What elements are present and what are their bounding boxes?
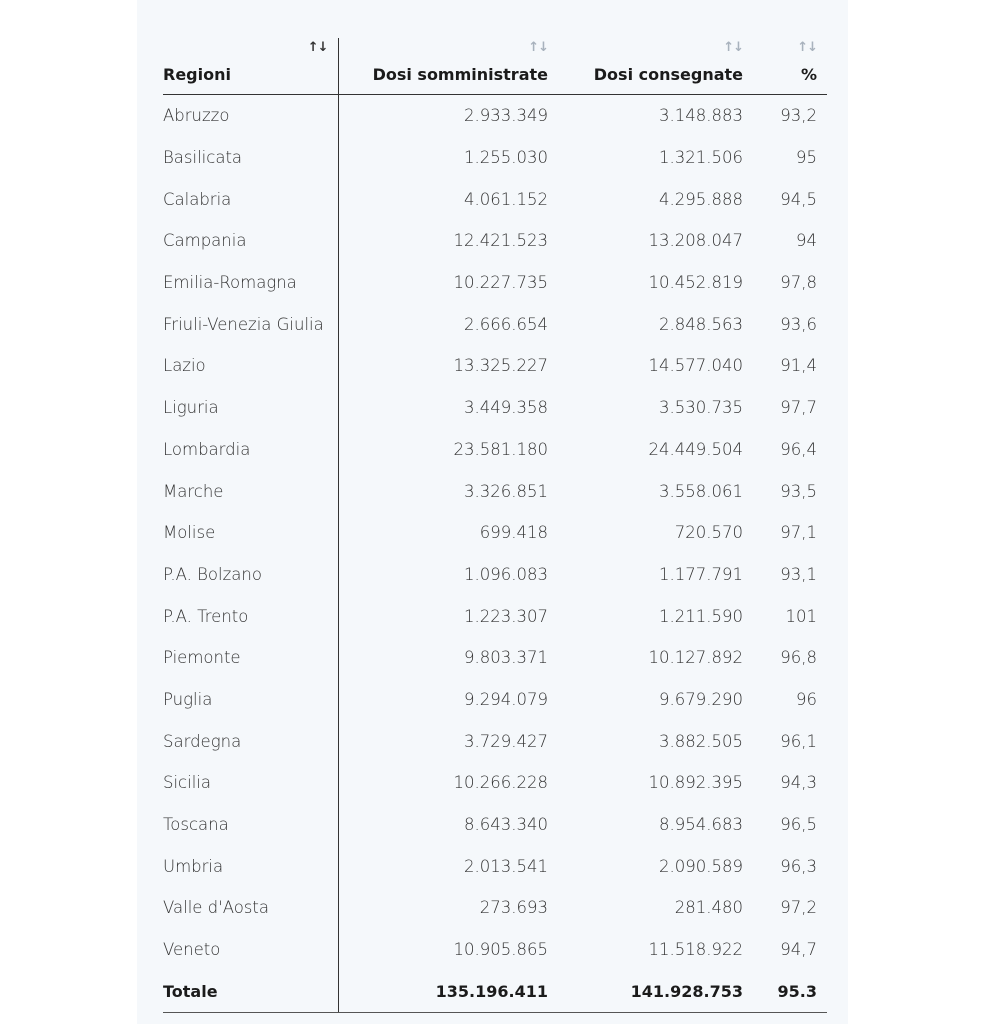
cell-regione: Molise bbox=[163, 512, 338, 554]
table-row bbox=[163, 387, 827, 429]
header-somministrate-label: Dosi somministrate bbox=[372, 65, 548, 84]
table-header-row bbox=[163, 38, 827, 95]
cell-somministrate: 3.449.358 bbox=[464, 398, 548, 418]
header-consegnate-label: Dosi consegnate bbox=[593, 65, 743, 84]
cell-percent: 94,7 bbox=[780, 940, 817, 960]
table-body bbox=[163, 95, 827, 971]
total-row bbox=[163, 970, 827, 1013]
cell-percent: 94,3 bbox=[780, 773, 817, 793]
cell-consegnate: 11.518.922 bbox=[648, 940, 743, 960]
cell-somministrate: 3.729.427 bbox=[464, 731, 548, 751]
cell-percent: 101 bbox=[785, 606, 817, 626]
cell-percent: 96,4 bbox=[780, 439, 817, 459]
cell-percent: 96 bbox=[796, 689, 817, 709]
cell-regione: Valle d'Aosta bbox=[163, 887, 338, 929]
cell-somministrate: 699.418 bbox=[479, 523, 548, 543]
cell-regione: Campania bbox=[163, 220, 338, 262]
cell-consegnate: 10.892.395 bbox=[648, 773, 743, 793]
table-row bbox=[163, 345, 827, 387]
table-row bbox=[163, 220, 827, 262]
cell-somministrate: 10.905.865 bbox=[453, 940, 548, 960]
cell-percent: 93,1 bbox=[780, 564, 817, 584]
cell-regione: Puglia bbox=[163, 679, 338, 721]
cell-consegnate: 10.127.892 bbox=[648, 648, 743, 668]
sort-icon[interactable]: ↑↓ bbox=[797, 40, 817, 55]
cell-somministrate: 8.643.340 bbox=[464, 815, 548, 835]
table-row bbox=[163, 720, 827, 762]
cell-somministrate: 4.061.152 bbox=[464, 189, 548, 209]
total-label: Totale bbox=[163, 970, 338, 1013]
sort-icon[interactable]: ↑↓ bbox=[307, 40, 328, 55]
table-row bbox=[163, 804, 827, 846]
table-row bbox=[163, 429, 827, 471]
header-consegnate[interactable] bbox=[558, 38, 753, 95]
cell-consegnate: 1.177.791 bbox=[659, 564, 743, 584]
cell-consegnate: 9.679.290 bbox=[659, 689, 743, 709]
cell-percent: 96,8 bbox=[780, 648, 817, 668]
cell-consegnate: 3.530.735 bbox=[659, 398, 743, 418]
cell-somministrate: 10.266.228 bbox=[453, 773, 548, 793]
cell-consegnate: 13.208.047 bbox=[648, 231, 743, 251]
table-row bbox=[163, 303, 827, 345]
header-regioni-label: Regioni bbox=[163, 65, 231, 84]
table-row bbox=[163, 95, 827, 137]
cell-consegnate: 4.295.888 bbox=[659, 189, 743, 209]
header-percent-label: % bbox=[800, 65, 817, 84]
table-row bbox=[163, 178, 827, 220]
cell-regione: Toscana bbox=[163, 804, 338, 846]
cell-regione: Liguria bbox=[163, 387, 338, 429]
cell-percent: 94,5 bbox=[780, 189, 817, 209]
cell-somministrate: 2.666.654 bbox=[464, 314, 548, 334]
cell-percent: 97,1 bbox=[780, 523, 817, 543]
header-regioni[interactable] bbox=[163, 38, 338, 95]
cell-somministrate: 1.255.030 bbox=[464, 148, 548, 168]
cell-consegnate: 2.090.589 bbox=[659, 856, 743, 876]
cell-somministrate: 1.096.083 bbox=[464, 564, 548, 584]
cell-regione: Piemonte bbox=[163, 637, 338, 679]
cell-percent: 96,1 bbox=[780, 731, 817, 751]
cell-somministrate: 13.325.227 bbox=[453, 356, 548, 376]
cell-consegnate: 2.848.563 bbox=[659, 314, 743, 334]
table-row bbox=[163, 887, 827, 929]
total-consegnate: 141.928.753 bbox=[558, 970, 753, 1013]
cell-regione: Calabria bbox=[163, 178, 338, 220]
cell-regione: Sicilia bbox=[163, 762, 338, 804]
cell-consegnate: 8.954.683 bbox=[659, 815, 743, 835]
table-row bbox=[163, 554, 827, 596]
cell-somministrate: 12.421.523 bbox=[453, 231, 548, 251]
table-row bbox=[163, 679, 827, 721]
cell-regione: Emilia-Romagna bbox=[163, 262, 338, 304]
table-row bbox=[163, 595, 827, 637]
cell-percent: 96,3 bbox=[780, 856, 817, 876]
cell-percent: 96,5 bbox=[780, 815, 817, 835]
table-row bbox=[163, 762, 827, 804]
cell-consegnate: 3.558.061 bbox=[659, 481, 743, 501]
cell-regione: Marche bbox=[163, 470, 338, 512]
cell-percent: 93,5 bbox=[780, 481, 817, 501]
cell-percent: 97,8 bbox=[780, 273, 817, 293]
cell-regione: Abruzzo bbox=[163, 95, 338, 137]
vaccine-doses-table bbox=[163, 38, 827, 1013]
cell-consegnate: 3.148.883 bbox=[659, 106, 743, 126]
cell-somministrate: 23.581.180 bbox=[453, 439, 548, 459]
cell-consegnate: 24.449.504 bbox=[648, 439, 743, 459]
cell-regione: Umbria bbox=[163, 845, 338, 887]
cell-regione: P.A. Bolzano bbox=[163, 554, 338, 596]
cell-regione: Veneto bbox=[163, 929, 338, 971]
table-row bbox=[163, 262, 827, 304]
header-percent[interactable] bbox=[753, 38, 827, 95]
cell-percent: 93,2 bbox=[780, 106, 817, 126]
cell-percent: 95 bbox=[796, 148, 817, 168]
cell-regione: Lombardia bbox=[163, 429, 338, 471]
cell-consegnate: 1.321.506 bbox=[659, 148, 743, 168]
cell-somministrate: 10.227.735 bbox=[453, 273, 548, 293]
cell-consegnate: 1.211.590 bbox=[659, 606, 743, 626]
cell-somministrate: 1.223.307 bbox=[464, 606, 548, 626]
cell-somministrate: 2.013.541 bbox=[464, 856, 548, 876]
table-panel bbox=[137, 0, 848, 1024]
cell-regione: Lazio bbox=[163, 345, 338, 387]
total-somministrate: 135.196.411 bbox=[338, 970, 558, 1013]
total-percent: 95.3 bbox=[753, 970, 827, 1013]
cell-percent: 97,7 bbox=[780, 398, 817, 418]
table-row bbox=[163, 929, 827, 971]
cell-consegnate: 10.452.819 bbox=[648, 273, 743, 293]
table-row bbox=[163, 637, 827, 679]
cell-somministrate: 9.294.079 bbox=[464, 689, 548, 709]
cell-regione: P.A. Trento bbox=[163, 595, 338, 637]
sort-icon[interactable]: ↑↓ bbox=[723, 40, 743, 55]
sort-icon[interactable]: ↑↓ bbox=[528, 40, 548, 55]
table-row bbox=[163, 137, 827, 179]
cell-regione: Friuli-Venezia Giulia bbox=[163, 303, 338, 345]
cell-percent: 93,6 bbox=[780, 314, 817, 334]
header-somministrate[interactable] bbox=[338, 38, 558, 95]
cell-regione: Basilicata bbox=[163, 137, 338, 179]
cell-consegnate: 14.577.040 bbox=[648, 356, 743, 376]
table-row bbox=[163, 845, 827, 887]
cell-percent: 97,2 bbox=[780, 898, 817, 918]
cell-percent: 94 bbox=[796, 231, 817, 251]
table-row bbox=[163, 512, 827, 554]
cell-somministrate: 3.326.851 bbox=[464, 481, 548, 501]
cell-percent: 91,4 bbox=[780, 356, 817, 376]
cell-consegnate: 720.570 bbox=[674, 523, 743, 543]
cell-somministrate: 2.933.349 bbox=[464, 106, 548, 126]
cell-somministrate: 273.693 bbox=[479, 898, 548, 918]
cell-consegnate: 3.882.505 bbox=[659, 731, 743, 751]
cell-somministrate: 9.803.371 bbox=[464, 648, 548, 668]
cell-regione: Sardegna bbox=[163, 720, 338, 762]
table-row bbox=[163, 470, 827, 512]
cell-consegnate: 281.480 bbox=[674, 898, 743, 918]
